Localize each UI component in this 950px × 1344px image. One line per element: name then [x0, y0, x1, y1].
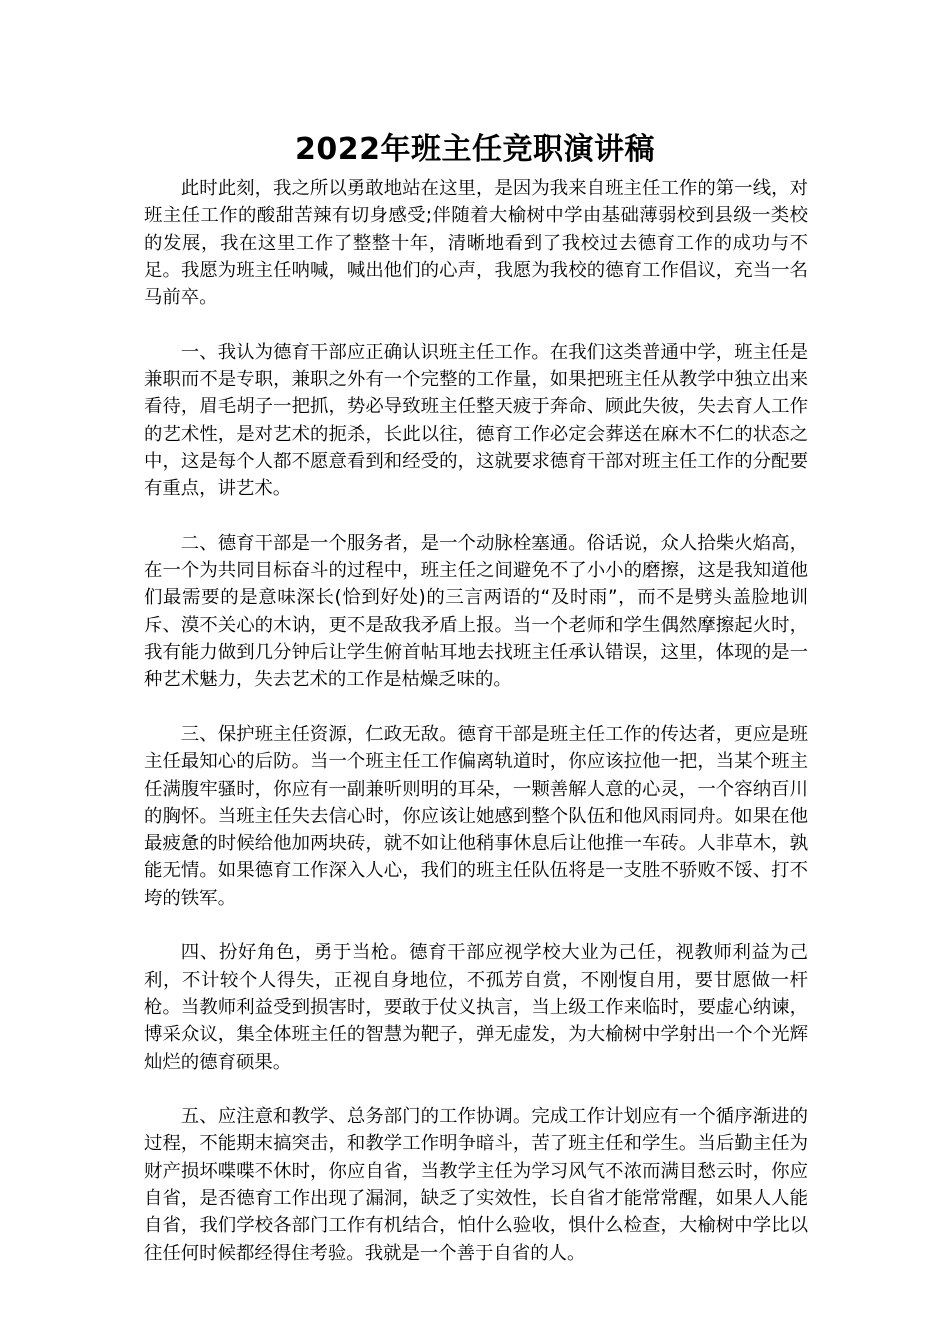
paragraph-point-2: 二、德育干部是一个服务者，是一个动脉栓塞通。俗话说，众人拾柴火焰高，在一个为共同目标奋斗的过程中，班主任之间避免不了小小的磨擦，这是我知道他们最需要的是意味深长(恰到好处)的三言两语的“及时雨”，而不是劈头盖脸地训斥、漠不关心的木讷，更不是敌我矛盾上报。当一个老师和学生偶然摩擦起火时，我有能力做到几分钟后让学生俯首帖耳地去找班主任承认错误，这里，体现的是一种艺术魅力，失去艺术的工作是枯燥乏味的。 — [144, 532, 808, 691]
paragraph-point-3: 三、保护班主任资源，仁政无敌。德育干部是班主任工作的传达者，更应是班主任最知心的后防。当一个班主任工作偏离轨道时，你应该拉他一把，当某个班主任满腹牢骚时，你应有一副兼听则明的耳朵，一颗善解人意的心灵，一个容纳百川的胸怀。当班主任失去信心时，你应该让她感到整个队伍和他风雨同舟。如果在他最疲惫的时候给他加两块砖，就不如让他稍事休息后让他推一车砖。人非草木，孰能无情。如果德育工作深入人心，我们的班主任队伍将是一支胜不骄败不馁、打不垮的铁军。 — [144, 723, 808, 909]
document-title: 2022年班主任竞职演讲稿 — [295, 132, 655, 167]
paragraph-point-5: 五、应注意和教学、总务部门的工作协调。完成工作计划应有一个循序渐进的过程，不能期末搞突击，和教学工作明争暗斗，苦了班主任和学生。当后勤主任为财产损坏喋喋不休时，你应自省，当教学主任为学习风气不浓而满目愁云时，你应自省，是否德育工作出现了漏洞，缺乏了实效性，长自省才能常常醒，如果人人能自省，我们学校各部门工作有机结合，怕什么验收，惧什么检查，大榆树中学比以往任何时候都经得住考验。我就是一个善于自省的人。 — [144, 1106, 808, 1264]
paragraph-intro: 此时此刻，我之所以勇敢地站在这里，是因为我来自班主任工作的第一线，对班主任工作的酸甜苦辣有切身感受;伴随着大榆树中学由基础薄弱校到县级一类校的发展，我在这里工作了整整十年，清晰地看到了我校过去德育工作的成功与不足。我愿为班主任呐喊，喊出他们的心声，我愿为我校的德育工作倡议，充当一名马前卒。 — [144, 178, 808, 309]
paragraph-point-1: 一、我认为德育干部应正确认识班主任工作。在我们这类普通中学，班主任是兼职而不是专职，兼职之外有一个完整的工作量，如果把班主任从教学中独立出来看待，眉毛胡子一把抓，势必导致班主任整天疲于奔命、顾此失彼，失去育人工作的艺术性，是对艺术的扼杀，长此以往，德育工作必定会葬送在麻木不仁的状态之中，这是每个人都不愿意看到和经受的，这就要求德育干部对班主任工作的分配要有重点，讲艺术。 — [144, 341, 808, 500]
paragraph-point-4: 四、扮好角色，勇于当枪。德育干部应视学校大业为己任，视教师利益为己利，不计较个人得失，正视自身地位，不孤芳自赏，不刚愎自用，要甘愿做一杆枪。当教师利益受到损害时，要敢于仗义执言，当上级工作来临时，要虚心纳谏，博采众议，集全体班主任的智慧为靶子，弹无虚发，为大榆树中学射出一个个光辉灿烂的德育硕果。 — [144, 942, 808, 1073]
document-body — [144, 175, 808, 1267]
